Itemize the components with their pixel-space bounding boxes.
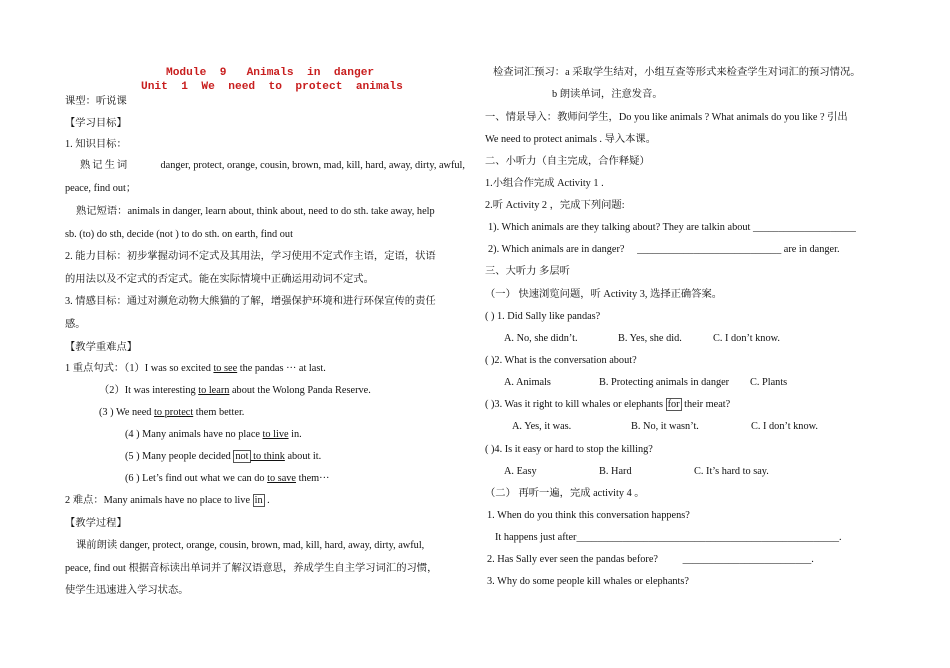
key-pre: (3 ) We need — [99, 407, 155, 418]
mc4-option-a: A. Easy — [504, 466, 537, 477]
ability-goal-line-1: 2. 能力目标：初步掌握动词不定式及其用法，学习使用不定式作主语，定语，状语 — [65, 251, 436, 262]
key-rest: in. — [288, 429, 302, 440]
boxed-word: for — [667, 399, 680, 410]
emotion-goal-line-1: 3. 情感目标：通过对濒危动物大熊猫的了解，增强保护环境和进行环保宣传的责任 — [65, 296, 436, 307]
underlined-infinitive: to save — [267, 473, 297, 484]
process-line-3: 使学生迅速进入学习状态。 — [65, 585, 189, 596]
vocab-words: danger, protect, orange, cousin, brown, mad, kill, hard, away, dirty, awful, — [160, 160, 465, 171]
big-listening-heading: 三、大听力 多层听 — [485, 266, 570, 277]
underlined-infinitive: to live — [262, 429, 289, 440]
open-question-2 — [487, 553, 814, 566]
boxed-word: in — [254, 495, 263, 506]
phrases-line-1: 熟记短语：animals in danger, learn about, think about, need to do sth. take away, help — [76, 206, 435, 217]
mc3-text: ( )3. Was it right to kill whales or elephants — [485, 399, 666, 410]
key-sentence-2 — [99, 384, 371, 397]
process-line-2: peace, find out 根据音标读出单词并了解汉语意思，养成学生自主学习词汇的习惯， — [65, 563, 438, 574]
mc3-rest: their meat? — [681, 399, 731, 410]
key-sentence-4 — [125, 428, 302, 441]
key-sentence-3 — [99, 406, 244, 419]
mc-question-3 — [485, 398, 730, 411]
boxed-word: not — [235, 451, 249, 462]
mc2-option-c: C. Plants — [750, 377, 788, 388]
intro-line-1: 一、情景导入：教师问学生，Do you like animals ? What animals do you like ? 引出 — [485, 112, 848, 123]
key-pre: (5 ) Many people decided — [125, 451, 234, 462]
key-sentence-5 — [125, 450, 321, 463]
open-question-2-text: 2. Has Sally ever seen the pandas before? — [487, 554, 658, 565]
check-vocab-line-1: 检查词汇预习：a 采取学生结对，小组互查等形式来检查学生对词汇的预习情况。 — [493, 67, 861, 78]
mc2-option-a: A. Animals — [504, 377, 551, 388]
unit-title: Unit 1 We need to protect animals — [141, 81, 403, 93]
vocab-words-cont: peace, find out； — [65, 183, 137, 194]
open-question-2-blank: _________________________. — [682, 554, 814, 565]
mc-question-4: ( )4. Is it easy or hard to stop the killing? — [485, 444, 653, 455]
vocab-line — [80, 159, 465, 172]
question-2 — [488, 243, 840, 256]
vocab-label: 熟记生词 — [80, 160, 130, 171]
underlined-infinitive: to see — [213, 363, 238, 374]
key-sentence-6 — [125, 472, 329, 485]
key-rest: about the Wolong Panda Reserve. — [229, 385, 371, 396]
mc-question-2: ( )2. What is the conversation about? — [485, 355, 637, 366]
mc2-option-b: B. Protecting animals in danger — [599, 377, 730, 388]
question-1: 1). Which animals are they talking about? They are talkin about ____________________ — [488, 222, 856, 233]
question-2-blank: ____________________________ are in danger. — [637, 244, 840, 255]
course-type: 课型：听说课 — [65, 96, 127, 107]
mc4-option-b: B. Hard — [599, 466, 632, 477]
difficult-pre: 2 难点：Many animals have no place to live — [65, 495, 253, 506]
mc1-option-c: C. I don’t know. — [713, 333, 780, 344]
underlined-infinitive: to protect — [154, 407, 194, 418]
question-2-text: 2). Which animals are in danger? — [488, 244, 625, 255]
phrases-line-2: sb. (to) do sth, decide (not ) to do sth. on earth, find out — [65, 229, 293, 240]
module-title: Module 9 Animals in danger — [166, 67, 375, 79]
emotion-goal-line-2: 感。 — [65, 319, 86, 330]
activity-1: 1.小组合作完成 Activity 1 . — [485, 178, 604, 189]
open-question-1: 1. When do you think this conversation happens? — [487, 510, 690, 521]
mc-question-1: ( ) 1. Did Sally like pandas? — [485, 311, 601, 322]
key-sentence-1 — [65, 362, 326, 375]
mc3-option-a: A. Yes, it was. — [512, 421, 572, 432]
difficult-point — [65, 494, 270, 507]
key-rest: them··· — [296, 473, 330, 484]
activity-2: 2.听 Activity 2 ，完成下列问题: — [485, 200, 625, 211]
section-learning-goals: 【学习目标】 — [65, 118, 127, 129]
key-intro: 1 重点句式：（1）I was so excited — [65, 363, 214, 374]
key-pre: (4 ) Many animals have no place — [125, 429, 263, 440]
key-rest: the pandas ··· at last. — [237, 363, 326, 374]
ability-goal-line-2: 的用法以及不定式的否定式。能在实际情境中正确运用动词不定式。 — [65, 274, 374, 285]
section-teaching-process: 【教学过程】 — [65, 518, 127, 529]
mc1-option-a: A. No, she didn’t. — [504, 333, 578, 344]
small-listening-heading: 二、小听力（自主完成，合作释疑） — [485, 156, 650, 167]
key-rest: them better. — [193, 407, 245, 418]
knowledge-goal: 1. 知识目标： — [65, 139, 127, 150]
difficult-rest: . — [264, 495, 270, 506]
process-line-1: 课前朗读 danger, protect, orange, cousin, brown, mad, kill, hard, away, dirty, awful, — [76, 540, 425, 551]
open-question-1-answer: It happens just after___________________________________________________. — [495, 532, 842, 543]
mc3-option-b: B. No, it wasn’t. — [631, 421, 699, 432]
part-1-heading: （一） 快速浏览问题，听 Activity 3, 选择正确答案。 — [485, 289, 723, 300]
mc4-option-c: C. It’s hard to say. — [694, 466, 769, 477]
section-key-points: 【教学重难点】 — [65, 342, 138, 353]
key-pre: （2）It was interesting — [99, 385, 199, 396]
mc1-option-b: B. Yes, she did. — [618, 333, 682, 344]
open-question-3: 3. Why do some people kill whales or elephants? — [487, 576, 689, 587]
intro-line-2: We need to protect animals . 导入本课。 — [485, 134, 657, 145]
underlined-infinitive: to learn — [198, 385, 230, 396]
key-rest: about it. — [284, 451, 322, 462]
mc3-option-c: C. I don’t know. — [751, 421, 818, 432]
check-vocab-line-2: b 朗读单词，注意发音。 — [552, 89, 663, 100]
part-2-heading: （二） 再听一遍，完成 activity 4 。 — [485, 488, 645, 499]
underlined-infinitive: to think — [250, 451, 285, 462]
key-pre: (6 ) Let’s find out what we can do — [125, 473, 268, 484]
